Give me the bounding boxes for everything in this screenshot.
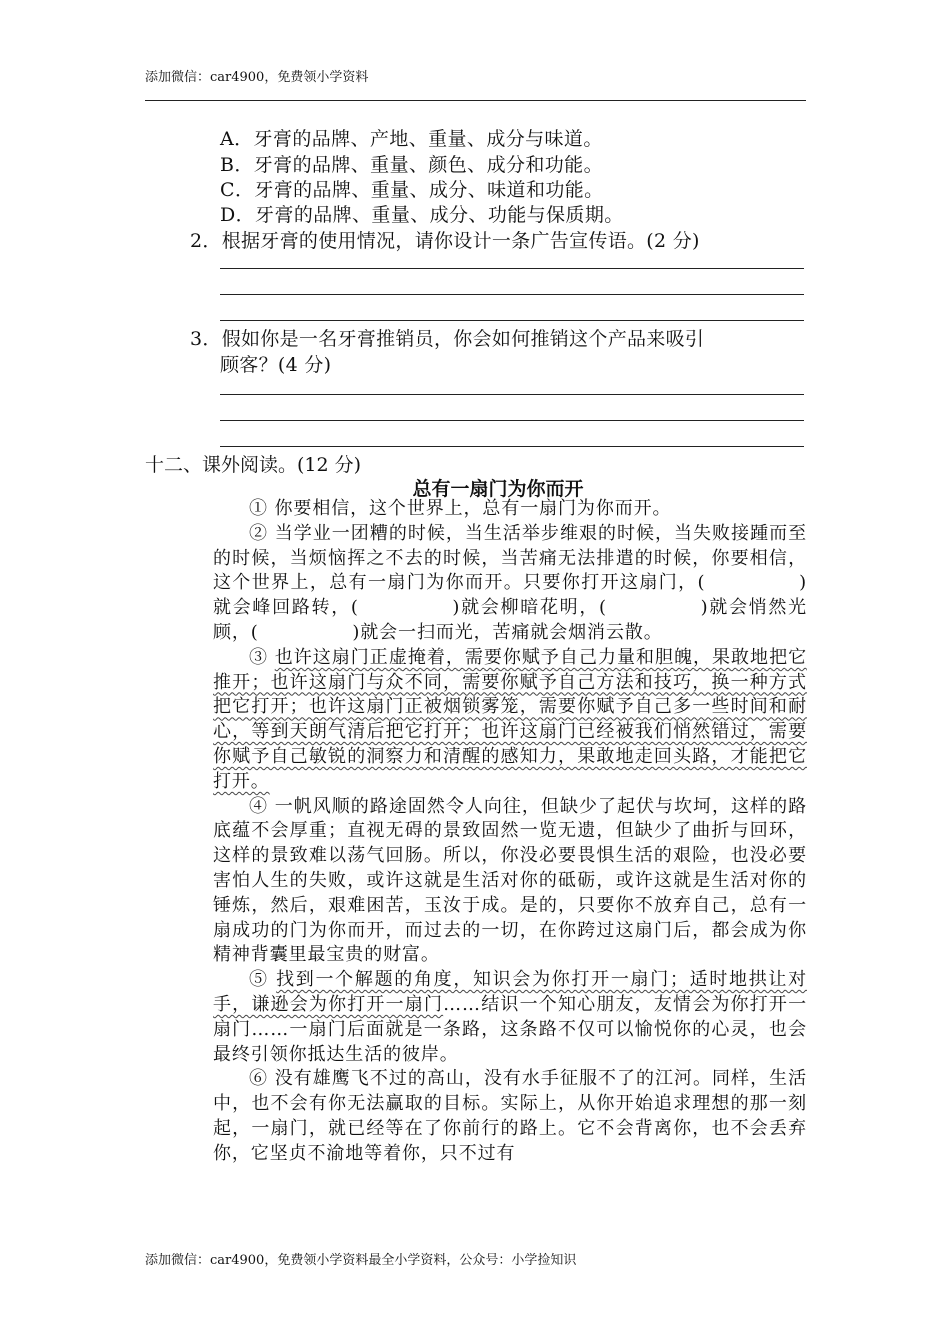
answer-line[interactable] (220, 268, 804, 269)
paragraph-3 (213, 646, 807, 795)
paragraph-2-text: )就会一扫而光，苦痛就会烟消云散。 (352, 621, 663, 643)
paragraph-5-number: ⑤ (249, 969, 277, 991)
answer-line[interactable] (220, 446, 804, 447)
passage-title: 总有一扇门为你而开 (412, 478, 584, 500)
option-b: B．牙膏的品牌、重量、颜色、成分和功能。 (220, 154, 603, 176)
answer-line[interactable] (220, 394, 804, 395)
paragraph-2-text: )就会柳暗花明，( (452, 597, 607, 619)
paragraph-1: ① 你要相信，这个世界上，总有一扇门为你而开。 (249, 498, 672, 519)
question-3-line2: 顾客？(4 分) (220, 354, 332, 376)
option-d: D．牙膏的品牌、重量、成分、功能与保质期。 (220, 204, 624, 226)
paragraph-2-text: )就会悄然光顾，( (213, 597, 807, 643)
paragraph-2 (213, 522, 807, 646)
option-a: A．牙膏的品牌、产地、重量、成分与味道。 (220, 128, 603, 150)
section-heading: 十二、课外阅读。(12 分) (145, 454, 362, 476)
question-2: 2．根据牙膏的使用情况，请你设计一条广告宣传语。(2 分) (190, 230, 700, 252)
paragraph-2-text: ② 当学业一团糟的时候，当生活举步维艰的时候，当失败接踵而至的时候，当烦恼挥之不去的时候，当苦痛无法排遣的时候，你要相信，这个世界上，总有一扇门为你而开。只要你打开这扇门，( (213, 522, 807, 594)
reading-passage (213, 497, 807, 1167)
wavy-underlined-text: 也许这扇门正虚掩着，需要你赋予自己力量和胆魄，果敢地把它推开；也许这扇门与众不同，需要你赋予自己方法和技巧，换一种方式把它打开；也许这扇门正被烟锁雾笼，需要你赋予自己多一些时间和耐心，等到天朗气清后把它打开；也许这扇门已经被我们悄然错过，需要你赋予自己敏锐的洞察力和清醒的感知力，果敢地走回头路，才能把它打开。 (213, 646, 807, 792)
paragraph-5 (213, 968, 807, 1067)
answer-line[interactable] (220, 294, 804, 295)
paragraph-2-text: )就会峰回路转，( (213, 572, 807, 619)
header-divider (145, 100, 806, 101)
paragraph-6: ⑥ 没有雄鹰飞不过的高山，没有水手征服不了的江河。同样，生活中，也不会有你无法赢取的目标。实际上，从你开始追求理想的那一刻起，一扇门，就已经等在了你前行的路上。它不会背离你，也不会丢弃你，它坚贞不渝地等着你，只不过有 (213, 1068, 807, 1164)
answer-line[interactable] (220, 420, 804, 421)
page-footer: 添加微信：car4900，免费领小学资料最全小学资料，公众号：小学捡知识 (145, 1253, 577, 1268)
paragraph-4: ④ 一帆风顺的路途固然令人向往，但缺少了起伏与坎坷，这样的路底蕴不会厚重；直视无碍的景致固然一览无遗，但缺少了曲折与回环，这样的景致难以荡气回肠。所以，你没必要畏惧生活的艰险，也没必要害怕人生的失败，或许这就是生活对你的砥砺，或许这就是生活对你的锤炼，然后，艰难困苦，玉汝于成。是的，只要你不放弃自己，总有一扇成功的门为你而开，而过去的一切，在你跨过这扇门后，都会成为你精神背囊里最宝贵的财富。 (213, 795, 807, 966)
paragraph-5-text: ……结识一个知心朋友，友情会为你打开一扇门……一扇门后面就是一条路，这条路不仅可以愉悦你的心灵，也会最终引领你抵达生活的彼岸。 (213, 993, 807, 1065)
wavy-underlined-text: 找到一个解题的角度，知识会为你打开一扇门；适时地拱让对手，谦逊会为你打开一扇门 (213, 969, 807, 1015)
answer-line[interactable] (220, 320, 804, 321)
paragraph-3-number: ③ (249, 646, 275, 668)
option-c: C．牙膏的品牌、重量、成分、味道和功能。 (220, 179, 604, 201)
question-3-line1: 3．假如你是一名牙膏推销员，你会如何推销这个产品来吸引 (190, 328, 705, 350)
page-header: 添加微信：car4900，免费领小学资料 (145, 70, 369, 85)
